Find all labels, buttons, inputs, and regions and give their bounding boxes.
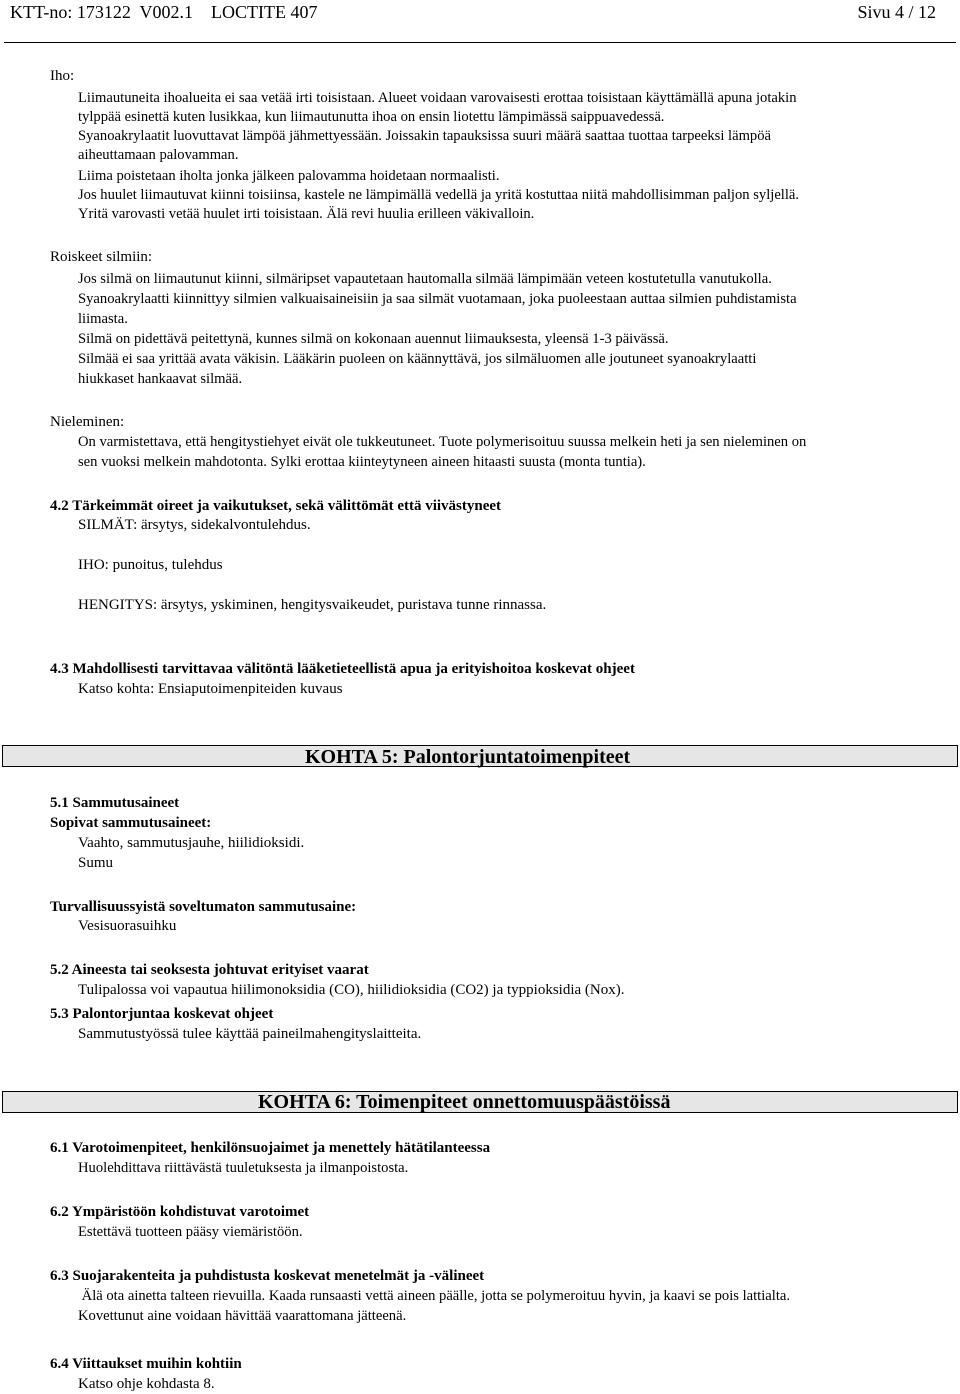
eyes-line: Silmä on pidettävä peitettynä, kunnes silmä on kokonaan auennut liimauksesta, yleensä 1-3 päivässä.: [78, 331, 669, 347]
ingestion-line: On varmistettava, että hengitystiehyet eivät ole tukkeutuneet. Tuote polymerisoituu suussa melkein heti ja sen nieleminen on: [78, 434, 807, 450]
suitable-heading: Sopivat sammutusaineet:: [50, 815, 212, 831]
skin-line: Liimautuneita ihoalueita ei saa vetää irti toisistaan. Alueet voidaan varovaisesti erottaa toisistaan käyttämällä apuna jotakin: [78, 90, 797, 106]
suitable-item: Sumu: [78, 855, 114, 871]
eyes-line: hiukkaset hankaavat silmää.: [78, 371, 243, 387]
section-4-3-heading: 4.3 Mahdollisesti tarvittavaa välitöntä lääketieteellistä apua ja erityishoitoa koskevat ohjeet: [50, 661, 635, 677]
symptom-line: HENGITYS: ärsytys, yskiminen, hengitysvaikeudet, puristava tunne rinnassa.: [78, 597, 547, 613]
section-5-1-heading: 5.1 Sammutusaineet: [50, 795, 180, 811]
document-id: KTT-no: 173122 V002.1 LOCTITE 407: [10, 2, 318, 22]
section-6-1-heading: 6.1 Varotoimenpiteet, henkilönsuojaimet ja menettely hätätilanteessa: [50, 1140, 491, 1156]
section-6-3-line: Älä ota ainetta talteen rievuilla. Kaada runsaasti vettä aineen päälle, jotta se polymeroituu hyvin, ja kaavi se pois lattialta.: [78, 1288, 791, 1304]
eyes-line: Silmää ei saa yrittää avata väkisin. Lääkärin puoleen on käännyttävä, jos silmäluomen alle joutuneet syanoakrylaatti: [78, 351, 757, 367]
section-6-3-heading: 6.3 Suojarakenteita ja puhdistusta koskevat menetelmät ja -välineet: [50, 1268, 485, 1284]
section-5-2-text: Tulipalossa voi vapautua hiilimonoksidia (CO), hiilidioksidia (CO2) ja typpioksidia (Nox).: [78, 982, 625, 998]
unsuitable-item: Vesisuorasuihku: [78, 918, 177, 934]
section-6-2-heading: 6.2 Ympäristöön kohdistuvat varotoimet: [50, 1204, 310, 1220]
section-4-3-text: Katso kohta: Ensiaputoimenpiteiden kuvaus: [78, 681, 343, 697]
section-5-3-text: Sammutustyössä tulee käyttää paineilmahengityslaitteita.: [78, 1026, 422, 1042]
section-6-4-heading: 6.4 Viittaukset muihin kohtiin: [50, 1356, 242, 1372]
suitable-item: Vaahto, sammutusjauhe, hiilidioksidi.: [78, 835, 305, 851]
section-6-1-text: Huolehdittava riittävästä tuuletuksesta ja ilmanpoistosta.: [78, 1160, 409, 1176]
eyes-heading: Roiskeet silmiin:: [50, 249, 153, 265]
eyes-line: liimasta.: [78, 311, 128, 327]
section-5-2-heading: 5.2 Aineesta tai seoksesta johtuvat erityiset vaarat: [50, 962, 369, 978]
ingestion-line: sen vuoksi melkein mahdotonta. Sylki erottaa kiinteytyneen aineen hitaasti suusta (monta tuntia).: [78, 454, 646, 470]
section-5-title: KOHTA 5: Palontorjuntatoimenpiteet: [305, 746, 631, 768]
section-6-3-line: Kovettunut aine voidaan hävittää vaarattomana jätteenä.: [78, 1308, 407, 1324]
page-header: [10, 0, 950, 24]
symptom-line: IHO: punoitus, tulehdus: [78, 557, 223, 573]
skin-line: Liima poistetaan iholta jonka jälkeen palovamma hoidetaan normaalisti.: [78, 168, 500, 184]
section-5-3-heading: 5.3 Palontorjuntaa koskevat ohjeet: [50, 1006, 274, 1022]
skin-line: tylppää esinettä kuten lusikkaa, kun liimautunutta ihoa on ensin liotettu lämpimässä saippuavedessä.: [78, 109, 665, 125]
section-6-4-text: Katso ohje kohdasta 8.: [78, 1376, 215, 1392]
symptom-line: SILMÄT: ärsytys, sidekalvontulehdus.: [78, 517, 311, 533]
skin-heading: Iho:: [50, 68, 75, 84]
header-divider: [4, 42, 956, 43]
eyes-line: Syanoakrylaatti kiinnittyy silmien valkuaisaineisiin ja saa silmät vuotamaan, joka puoleestaan auttaa silmien puhdistamista: [78, 291, 797, 307]
section-6-2-text: Estettävä tuotteen pääsy viemäristöön.: [78, 1224, 303, 1240]
skin-line: Yritä varovasti vetää huulet irti toisistaan. Älä revi huulia erilleen väkivalloin.: [78, 206, 535, 222]
unsuitable-heading: Turvallisuussyistä soveltumaton sammutusaine:: [50, 899, 357, 915]
skin-line: aiheuttamaan palovamman.: [78, 147, 239, 163]
eyes-line: Jos silmä on liimautunut kiinni, silmäripset vapautetaan hautomalla silmää lämpimään veteen kostutetulla vanutukolla.: [78, 271, 772, 287]
page-number: Sivu 4 / 12: [857, 2, 936, 22]
skin-line: Syanoakrylaatit luovuttavat lämpöä jähmettyessään. Joissakin tapauksissa suuri määrä saattaa tuottaa tarpeeksi lämpöä: [78, 128, 771, 144]
section-4-2-heading: 4.2 Tärkeimmät oireet ja vaikutukset, sekä välittömät että viivästyneet: [50, 498, 502, 514]
ingestion-heading: Nieleminen:: [50, 414, 125, 430]
section-6-title: KOHTA 6: Toimenpiteet onnettomuuspäästöissä: [258, 1091, 671, 1113]
skin-line: Jos huulet liimautuvat kiinni toisiinsa, kastele ne lämpimällä vedellä ja yritä kostuttaa niitä mahdollisimman paljon syljellä.: [78, 187, 800, 203]
